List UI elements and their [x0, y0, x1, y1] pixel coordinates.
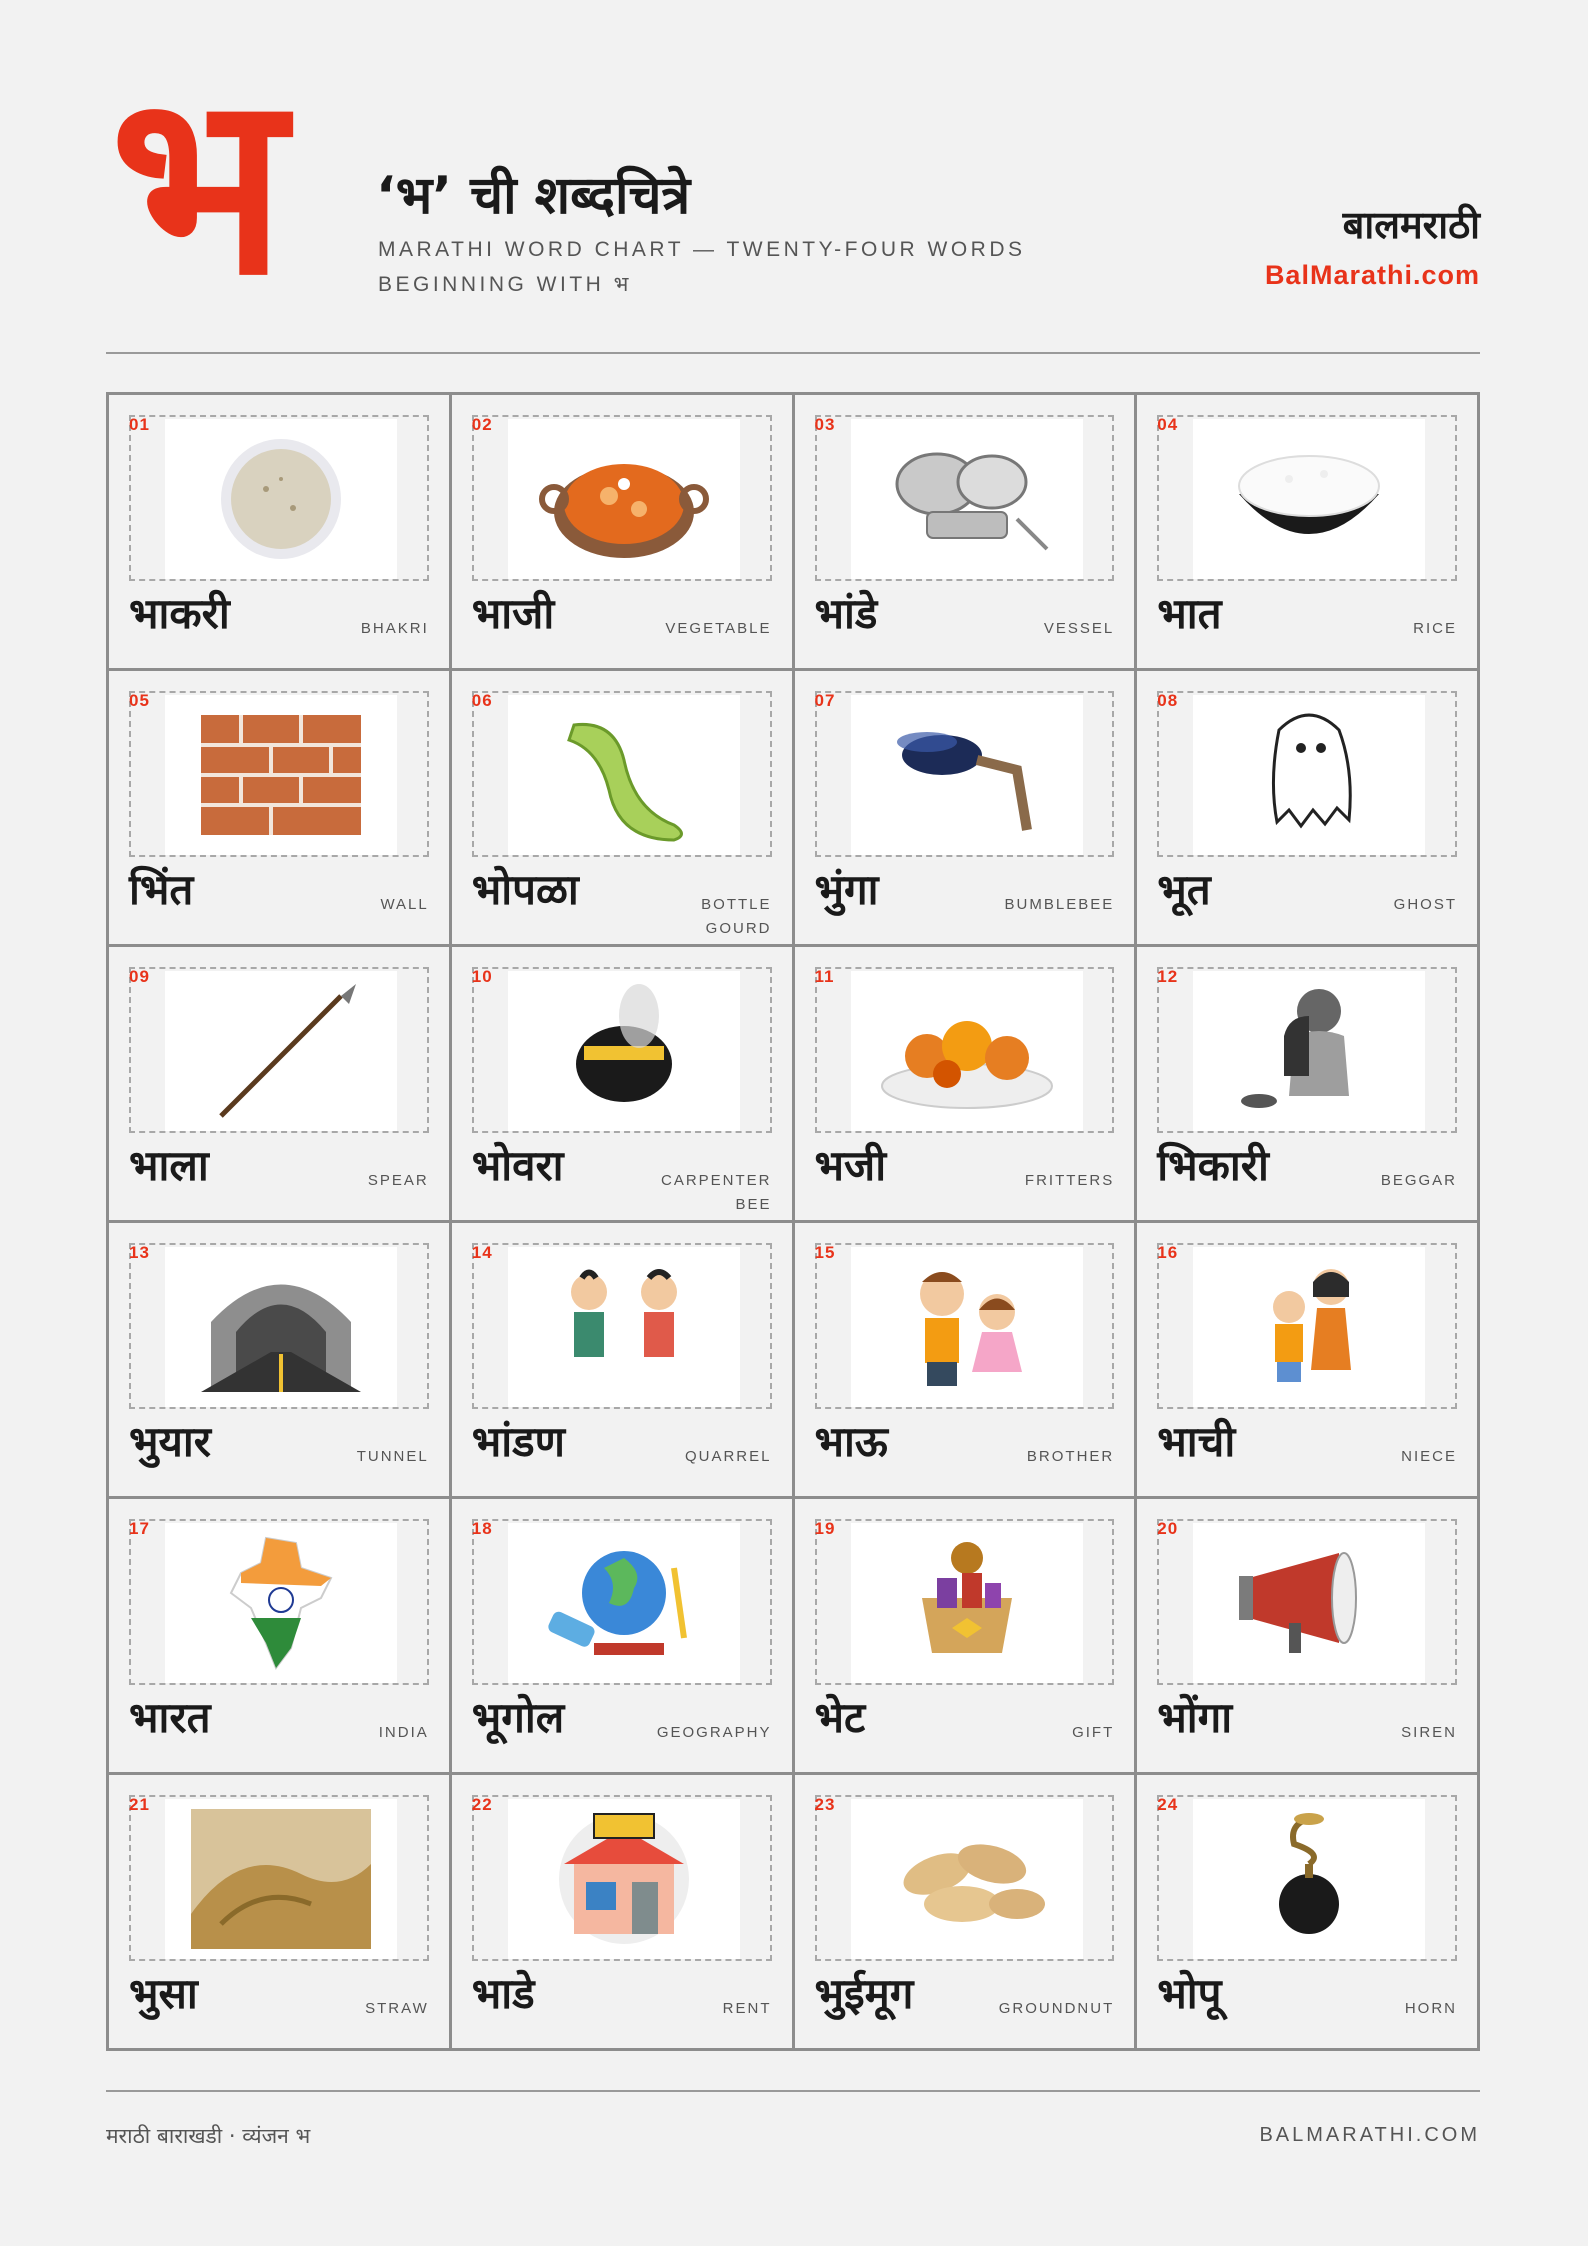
page-title: ‘भ’ ची शब्दचित्रे — [376, 166, 691, 226]
word-number: 09 — [129, 967, 150, 986]
picture-frame — [129, 415, 429, 581]
marathi-word: भूत — [1157, 865, 1211, 914]
word-card — [452, 395, 792, 668]
picture-frame — [472, 691, 772, 857]
india-map-icon — [165, 1523, 397, 1683]
english-translation: STRAW — [365, 2000, 429, 2017]
word-number: 16 — [1157, 1243, 1179, 1262]
bottom-divider — [106, 2090, 1480, 2092]
word-card — [109, 395, 449, 668]
word-number: 03 — [814, 415, 836, 434]
megaphone-icon — [1193, 1523, 1425, 1683]
bottle-gourd-icon — [508, 695, 740, 855]
straw-icon — [165, 1799, 397, 1959]
english-translation: BHAKRI — [360, 620, 429, 637]
word-card — [1137, 947, 1477, 1220]
word-card — [109, 671, 449, 944]
picture-frame — [129, 967, 429, 1133]
marathi-word: भारत — [129, 1693, 211, 1742]
word-card — [795, 1223, 1135, 1496]
picture-frame — [815, 1795, 1115, 1961]
marathi-word: भांडे — [814, 589, 878, 638]
groundnut-icon — [851, 1799, 1083, 1959]
word-card — [452, 1499, 792, 1772]
word-number: 21 — [129, 1795, 150, 1814]
word-number: 22 — [471, 1795, 493, 1814]
brother-sister-icon — [851, 1247, 1083, 1407]
marathi-word: भोवरा — [471, 1141, 564, 1190]
word-card — [109, 1223, 449, 1496]
word-number: 01 — [129, 415, 150, 434]
word-card — [795, 947, 1135, 1220]
english-translation: HORN — [1404, 2000, 1457, 2017]
marathi-word: भाची — [1157, 1417, 1236, 1466]
word-number: 08 — [1157, 691, 1179, 710]
english-translation: GROUNDNUT — [998, 2000, 1115, 2017]
marathi-word: भुसा — [129, 1969, 198, 2018]
top-divider — [106, 352, 1480, 354]
word-number: 10 — [471, 967, 493, 986]
word-grid — [106, 392, 1480, 2051]
marathi-word: भोंगा — [1157, 1693, 1233, 1742]
marathi-word: भाऊ — [814, 1417, 888, 1466]
english-translation: GIFT — [1072, 1724, 1115, 1741]
english-translation: CARPENTER BEE — [660, 1172, 772, 1213]
marathi-word: भुईमूग — [814, 1969, 914, 2018]
word-card — [452, 947, 792, 1220]
picture-frame — [129, 1519, 429, 1685]
quarrel-icon — [508, 1247, 740, 1407]
english-translation: TUNNEL — [356, 1448, 429, 1465]
english-translation: BOTTLE GOURD — [701, 896, 772, 937]
picture-frame — [1157, 967, 1457, 1133]
word-number: 05 — [129, 691, 150, 710]
word-number: 14 — [471, 1243, 493, 1262]
word-number: 20 — [1157, 1519, 1179, 1538]
picture-frame — [472, 1243, 772, 1409]
word-card — [1137, 671, 1477, 944]
word-card — [109, 1775, 449, 2048]
word-card — [452, 1223, 792, 1496]
rent-house-icon — [508, 1799, 740, 1959]
marathi-word: भात — [1157, 589, 1222, 638]
word-number: 02 — [471, 415, 493, 434]
marathi-word: भुयार — [129, 1417, 211, 1466]
word-number: 23 — [814, 1795, 836, 1814]
brick-wall-icon — [165, 695, 397, 855]
picture-frame — [815, 1519, 1115, 1685]
picture-frame — [1157, 1243, 1457, 1409]
word-card — [795, 1499, 1135, 1772]
rice-bowl-icon — [1193, 419, 1425, 579]
beggar-icon — [1193, 971, 1425, 1131]
english-translation: WALL — [380, 896, 429, 913]
globe-icon — [508, 1523, 740, 1683]
marathi-word: भूगोल — [471, 1693, 565, 1742]
word-number: 06 — [471, 691, 493, 710]
beetle-icon — [851, 695, 1083, 855]
word-number: 12 — [1157, 967, 1179, 986]
english-translation: SPEAR — [367, 1172, 429, 1189]
carpenter-bee-icon — [508, 971, 740, 1131]
english-translation: SIREN — [1401, 1724, 1457, 1741]
word-number: 07 — [814, 691, 836, 710]
page-subtitle: MARATHI WORD CHART — TWENTY-FOUR WORDS BEGINNING WITH भ — [378, 238, 1026, 296]
marathi-word: भजी — [814, 1141, 887, 1190]
english-translation: VEGETABLE — [665, 620, 772, 637]
english-translation: NIECE — [1401, 1448, 1457, 1465]
english-translation: RICE — [1413, 620, 1457, 637]
word-card — [1137, 1499, 1477, 1772]
picture-frame — [129, 1795, 429, 1961]
picture-frame — [815, 1243, 1115, 1409]
ghost-icon — [1193, 695, 1425, 855]
english-translation: BROTHER — [1026, 1448, 1115, 1465]
utensils-icon — [851, 419, 1083, 579]
marathi-word: भाला — [129, 1141, 209, 1190]
word-number: 11 — [814, 967, 835, 986]
word-card — [1137, 1775, 1477, 2048]
picture-frame — [129, 691, 429, 857]
fritters-icon — [851, 971, 1083, 1131]
curry-pot-icon — [508, 419, 740, 579]
marathi-word: भोपळा — [471, 865, 579, 914]
brand-url-link[interactable]: BalMarathi.com — [1264, 260, 1480, 290]
picture-frame — [472, 1519, 772, 1685]
marathi-word: भाडे — [471, 1969, 535, 2018]
word-card — [795, 1775, 1135, 2048]
picture-frame — [1157, 415, 1457, 581]
picture-frame — [1157, 1519, 1457, 1685]
gift-basket-icon — [851, 1523, 1083, 1683]
word-card — [795, 395, 1135, 668]
footer-site-link[interactable]: BALMARATHI.COM — [1259, 2124, 1480, 2146]
word-card — [452, 1775, 792, 2048]
english-translation: BEGGAR — [1380, 1172, 1457, 1189]
word-number: 04 — [1157, 415, 1179, 434]
english-translation: GHOST — [1393, 896, 1457, 913]
picture-frame — [472, 967, 772, 1133]
word-card — [1137, 395, 1477, 668]
word-number: 15 — [814, 1243, 836, 1262]
english-translation: GEOGRAPHY — [656, 1724, 772, 1741]
word-card — [795, 671, 1135, 944]
english-translation: INDIA — [378, 1724, 429, 1741]
word-card — [452, 671, 792, 944]
english-translation: RENT — [722, 2000, 772, 2017]
marathi-word: भाजी — [471, 589, 555, 638]
word-card — [1137, 1223, 1477, 1496]
word-number: 24 — [1157, 1795, 1179, 1814]
horn-icon — [1193, 1799, 1425, 1959]
bhakri-icon — [165, 419, 397, 579]
word-card — [109, 947, 449, 1220]
english-translation: FRITTERS — [1024, 1172, 1115, 1189]
big-letter: भ — [110, 39, 286, 330]
english-translation: VESSEL — [1043, 620, 1115, 637]
marathi-word: भांडण — [471, 1417, 565, 1466]
marathi-word: भिंत — [129, 865, 194, 914]
word-number: 13 — [129, 1243, 150, 1262]
marathi-word: भेट — [814, 1693, 866, 1742]
marathi-word: भिकारी — [1157, 1141, 1269, 1190]
marathi-word: भुंगा — [814, 865, 879, 914]
word-number: 17 — [129, 1519, 150, 1538]
english-translation: BUMBLEBEE — [1004, 896, 1115, 913]
marathi-word: भोपू — [1157, 1969, 1222, 2018]
picture-frame — [1157, 691, 1457, 857]
picture-frame — [472, 1795, 772, 1961]
picture-frame — [1157, 1795, 1457, 1961]
picture-frame — [815, 415, 1115, 581]
word-number: 18 — [471, 1519, 493, 1538]
picture-frame — [472, 415, 772, 581]
picture-frame — [129, 1243, 429, 1409]
marathi-word: भाकरी — [129, 589, 230, 638]
word-card — [109, 1499, 449, 1772]
picture-frame — [815, 691, 1115, 857]
spear-icon — [165, 971, 397, 1131]
picture-frame — [815, 967, 1115, 1133]
english-translation: QUARREL — [684, 1448, 772, 1465]
footer-caption: मराठी बाराखडी · व्यंजन भ — [106, 2124, 311, 2148]
brand-name: बालमराठी — [1342, 203, 1480, 247]
tunnel-icon — [165, 1247, 397, 1407]
niece-icon — [1193, 1247, 1425, 1407]
word-number: 19 — [814, 1519, 836, 1538]
